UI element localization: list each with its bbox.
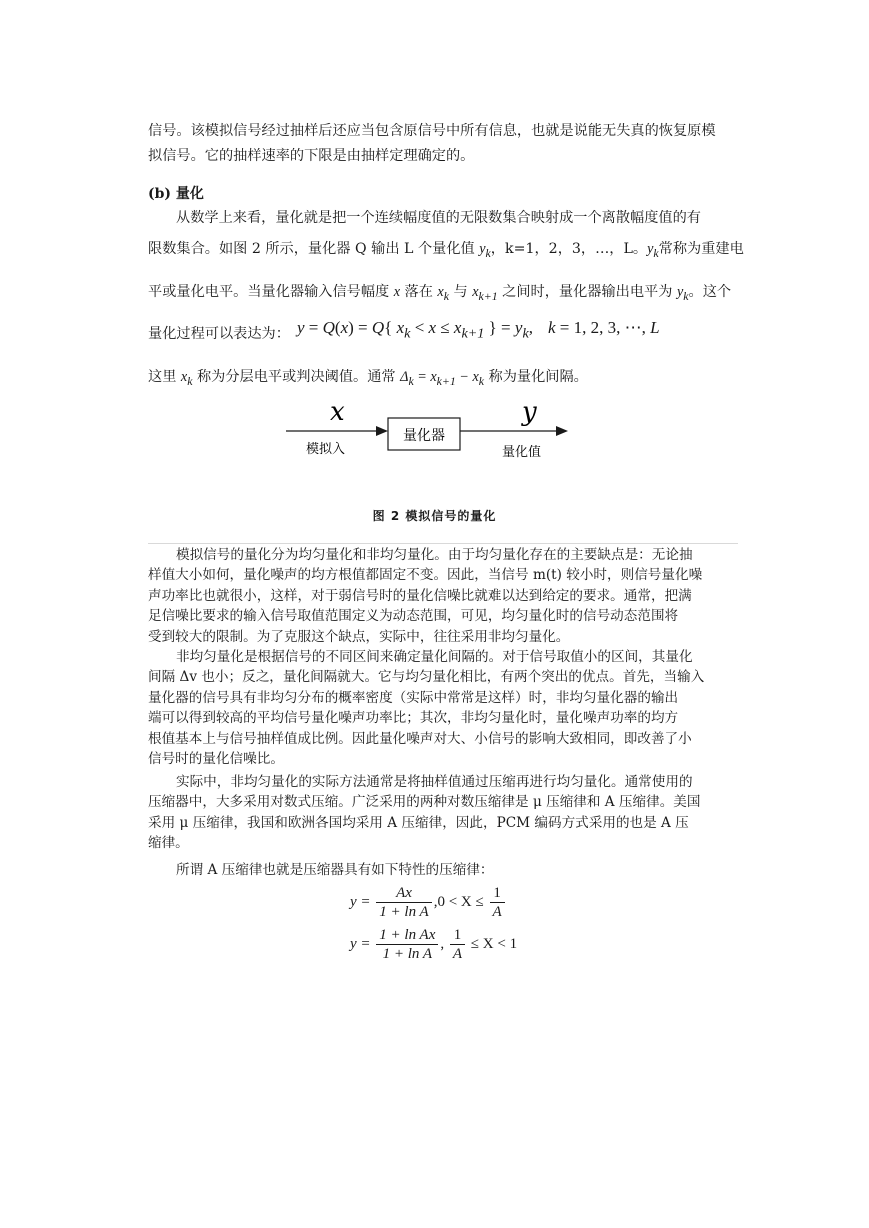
- input-arrow-head: [376, 426, 388, 436]
- p3-line: 量化器的信号具有非均匀分布的概率密度（实际中常常是这样）时，非均匀量化器的输出: [148, 689, 679, 706]
- f1-fraction: [376, 884, 431, 921]
- f2-cond-fraction: [450, 926, 465, 963]
- p3-line: 非均匀量化是根据信号的不同区间来确定量化间隔的。对于信号取值小的区间，其量化: [176, 649, 693, 665]
- p1-line-5-c: 称为量化间隔。: [484, 369, 588, 385]
- figure-caption: 图 2 模拟信号的量化: [372, 509, 497, 523]
- paragraph-3: [148, 647, 704, 769]
- p1-line-2: [148, 238, 744, 261]
- f1-cond-fraction: [490, 884, 505, 921]
- p3-line: 信号时的量化信噪比。: [148, 750, 284, 767]
- output-label: 量化值: [502, 445, 542, 460]
- a-law-formula-2: [350, 926, 517, 963]
- f2-numerator: 1 + ln Ax: [376, 926, 438, 945]
- p1-line-5: [148, 366, 588, 389]
- section-heading: (b) 量化: [148, 186, 204, 202]
- p4-line: 采用 μ 压缩律，我国和欧洲各国均采用 A 压缩律，因此，PCM 编码方式采用的也是 A 压: [148, 814, 689, 831]
- input-var-x: x: [330, 398, 345, 427]
- var-x: x: [393, 284, 401, 300]
- f2-fraction: [376, 926, 438, 963]
- input-label: 模拟入: [306, 442, 346, 457]
- quantizer-block-label: 量化器: [403, 428, 445, 444]
- f2-cond-denominator: A: [452, 946, 463, 962]
- p1-line-2-c: 常称为重建电: [658, 241, 744, 257]
- intro-line-2: 拟信号。它的抽样速率的下限是由抽样定理确定的。: [148, 148, 475, 164]
- p2-line: 足信噪比要求的输入信号取值范围定义为动态范围，可见，均匀量化时的信号动态范围将: [148, 608, 679, 625]
- p3-line: 端可以得到较高的平均信号量化噪声功率比；其次，非均匀量化时，量化噪声功率的均方: [148, 710, 679, 727]
- p3-line: 根值基本上与信号抽样值成比例。因此量化噪声对大、小信号的影响大致相同，即改善了小: [148, 730, 692, 747]
- p2-line: 受到较大的限制。为了克服这个缺点，实际中，往往采用非均匀量化。: [148, 628, 570, 645]
- p2-line: 样值大小如何，量化噪声的均方根值都固定不变。因此，当信号 m(t) 较小时，则信号量化噪: [148, 567, 703, 584]
- paragraph-2: [148, 545, 702, 647]
- p1-line-3-b: 落在: [400, 284, 438, 300]
- quantizer-diagram: [280, 398, 580, 464]
- p1-line-5-b: 称为分层电平或判决阈值。通常: [192, 369, 401, 385]
- paragraph-4: [148, 772, 701, 854]
- f2-condition: ≤ X < 1: [470, 935, 518, 952]
- f1-numerator: Ax: [376, 884, 431, 903]
- section-divider: [148, 543, 738, 544]
- f1-lhs: y =: [350, 893, 371, 910]
- p2-line: 模拟信号的量化分为均匀量化和非均匀量化。由于均匀量化存在的主要缺点是：无论抽: [176, 547, 693, 563]
- p4-line: 实际中，非均匀量化的实际方法通常是将抽样值通过压缩再进行均匀量化。通常使用的: [176, 774, 693, 790]
- delta-formula: $\Delta_k = x_{k+1} - x_k$: [400, 369, 485, 388]
- a-law-formula-1: [350, 884, 507, 921]
- var-xk-2: $x_k$: [180, 369, 193, 388]
- f1-condition: ,0 < X ≤: [433, 893, 484, 910]
- f1-denominator: 1 + ln A: [379, 904, 429, 920]
- f1-cond-numerator: 1: [490, 884, 505, 903]
- f2-cond-numerator: 1: [450, 926, 465, 945]
- var-yk-2: $y_k$: [647, 241, 659, 260]
- var-yk: $y_k$: [479, 241, 491, 260]
- p4-line: 压缩器中，大多采用对数式压缩。广泛采用的两种对数压缩律是 μ 压缩律和 A 压缩律。美国: [148, 794, 701, 811]
- p4-line: 缩律。: [148, 835, 189, 852]
- var-yk-3: $y_k$: [676, 284, 689, 303]
- var-xk: $x_k$: [437, 284, 449, 303]
- f2-denominator: 1 + ln A: [382, 946, 433, 962]
- p5-line: 所谓 A 压缩律也就是压缩器具有如下特性的压缩律：: [176, 862, 494, 878]
- p1-line-5-a: 这里: [148, 369, 181, 385]
- output-arrow-head: [556, 426, 568, 436]
- paragraph-5: [176, 860, 494, 880]
- var-xk1: $x_{k+1}$: [472, 284, 498, 303]
- p1-line-1: 从数学上来看，量化就是把一个连续幅度值的无限数集合映射成一个离散幅度值的有: [176, 210, 701, 226]
- p2-line: 声功率比也就很小，这样，对于弱信号时的量化信噪比就难以达到给定的要求。通常，把满: [148, 587, 692, 604]
- quantization-formula: y = Q(x) = Q{ $x_k < x \le x_{k+1}$ } = $y_k$,: [297, 318, 533, 342]
- f2-lhs: y =: [350, 935, 371, 952]
- p1-line-3: [148, 281, 731, 304]
- p3-line: 间隔 Δv 也小；反之，量化间隔就大。它与均匀量化相比，有两个突出的优点。首先，当输入: [148, 669, 705, 686]
- f1-cond-denominator: A: [492, 904, 502, 920]
- p1-line-2-b: ，k=1，2，3，…，L。: [490, 241, 648, 257]
- quantization-formula-k: k = 1, 2, 3, ⋯, L: [548, 318, 660, 337]
- intro-line-1: 信号。该模拟信号经过抽样后还应当包含原信号中所有信息，也就是说能无失真的恢复原模: [148, 123, 716, 139]
- output-var-y: y: [522, 398, 537, 427]
- p1-line-3-d: 之间时，量化器输出电平为: [497, 284, 677, 300]
- p1-line-2-a: 限数集合。如图 2 所示，量化器 Q 输出 L 个量化值: [148, 241, 480, 257]
- p1-line-3-c: 与: [448, 284, 473, 300]
- f2-separator: ,: [440, 935, 445, 952]
- p1-line-3-e: 。这个: [688, 284, 732, 300]
- p1-line-3-a: 平或量化电平。当量化器输入信号幅度: [148, 284, 394, 300]
- p1-line-4: 量化过程可以表达为：: [148, 326, 290, 342]
